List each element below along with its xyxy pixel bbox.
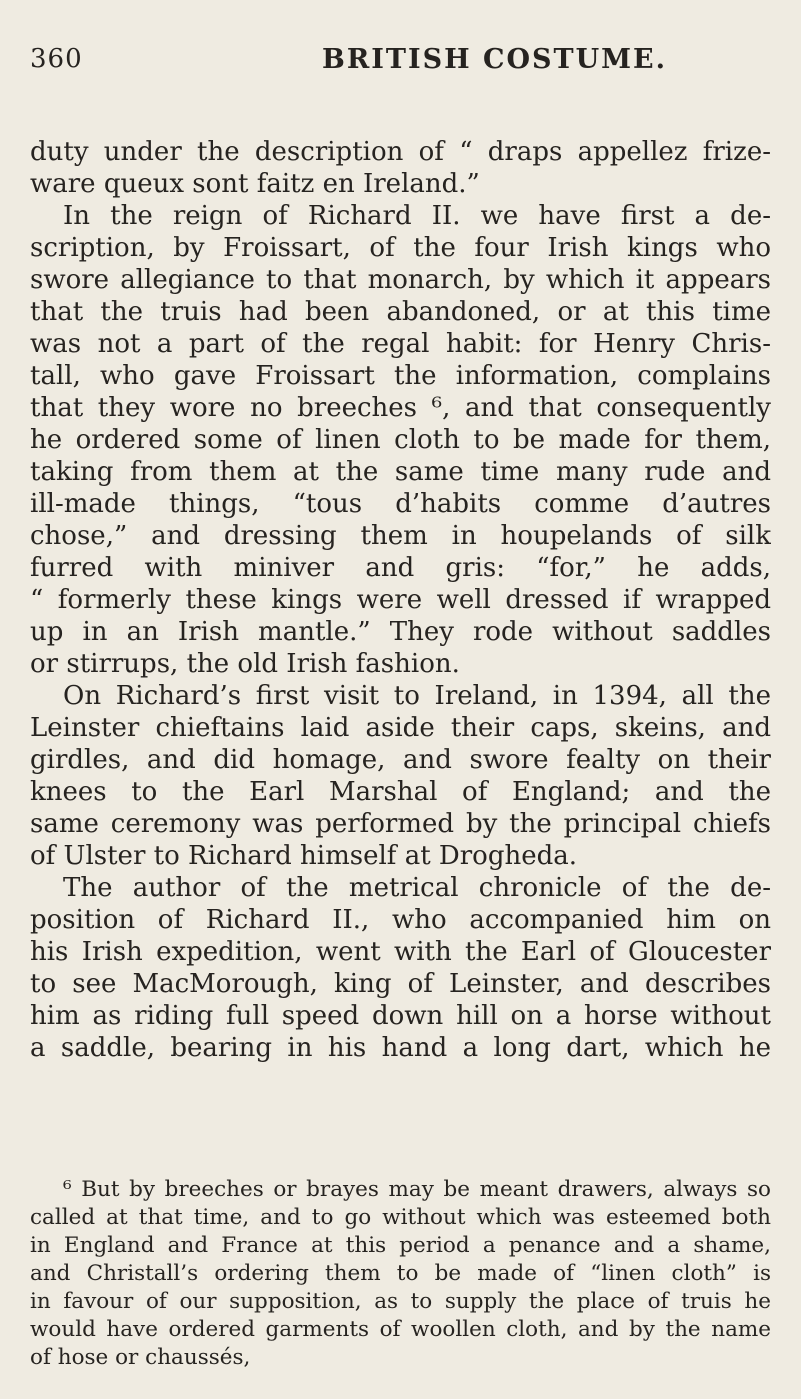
footnote-line: would have ordered garments of woollen cloth, and by the name (30, 1317, 771, 1342)
body-line: tall, who gave Froissart the information, complains (30, 361, 771, 391)
body-line: The author of the metrical chronicle of the de- (63, 873, 771, 903)
body-line: or stirrups, the old Irish fashion. (30, 649, 460, 679)
body-line: same ceremony was performed by the principal chiefs (30, 809, 771, 839)
body-line: a saddle, bearing in his hand a long dart, which he (30, 1033, 771, 1063)
body-line: that the truis had been abandoned, or at this time (30, 297, 771, 327)
body-line: up in an Irish mantle.” They rode without saddles (30, 617, 771, 647)
body-line: In the reign of Richard II. we have first a de- (63, 201, 771, 231)
footnote-line: and Christall’s ordering them to be made of “linen cloth” is (30, 1261, 771, 1286)
body-line: him as riding full speed down hill on a horse without (30, 1001, 771, 1031)
body-line: On Richard’s first visit to Ireland, in 1394, all the (63, 681, 771, 711)
body-line: ill-made things, “tous d’habits comme d’autres (30, 489, 771, 519)
body-line: scription, by Froissart, of the four Irish kings who (30, 233, 771, 263)
footnote-line: of hose or chaussés, (30, 1345, 251, 1370)
body-line: chose,” and dressing them in houpelands of silk (30, 521, 771, 551)
body-line: Leinster chieftains laid aside their caps, skeins, and (30, 713, 771, 743)
footnote-line: called at that time, and to go without which was esteemed both (30, 1205, 771, 1230)
body-line: knees to the Earl Marshal of England; and the (30, 777, 771, 807)
body-line: he ordered some of linen cloth to be made for them, (30, 425, 771, 455)
page-number: 360 (30, 44, 83, 74)
body-line: swore allegiance to that monarch, by which it appears (30, 265, 771, 295)
body-line: his Irish expedition, went with the Earl of Gloucester (30, 937, 771, 967)
body-line: of Ulster to Richard himself at Drogheda. (30, 841, 578, 871)
page-header (0, 44, 801, 84)
body-line: position of Richard II., who accompanied him on (30, 905, 771, 935)
footnote-line: ⁶ But by breeches or brayes may be meant drawers, always so (63, 1177, 771, 1202)
footnote-line: in England and France at this period a penance and a shame, (30, 1233, 771, 1258)
body-line: furred with miniver and gris: “for,” he adds, (30, 553, 771, 583)
body-line: “ formerly these kings were well dressed if wrapped (30, 585, 771, 615)
running-head: BRITISH COSTUME. (322, 44, 668, 75)
body-line: taking from them at the same time many rude and (30, 457, 771, 487)
body-line: girdles, and did homage, and swore fealty on their (30, 745, 771, 775)
body-line: ware queux sont faitz en Ireland.” (30, 169, 480, 199)
footnote-line: in favour of our supposition, as to supply the place of truis he (30, 1289, 771, 1314)
body-line: duty under the description of “ draps appellez frize- (30, 137, 771, 167)
body-line: that they wore no breeches ⁶, and that consequently (30, 393, 771, 423)
body-line: to see MacMorough, king of Leinster, and describes (30, 969, 771, 999)
body-line: was not a part of the regal habit: for Henry Chris- (30, 329, 771, 359)
